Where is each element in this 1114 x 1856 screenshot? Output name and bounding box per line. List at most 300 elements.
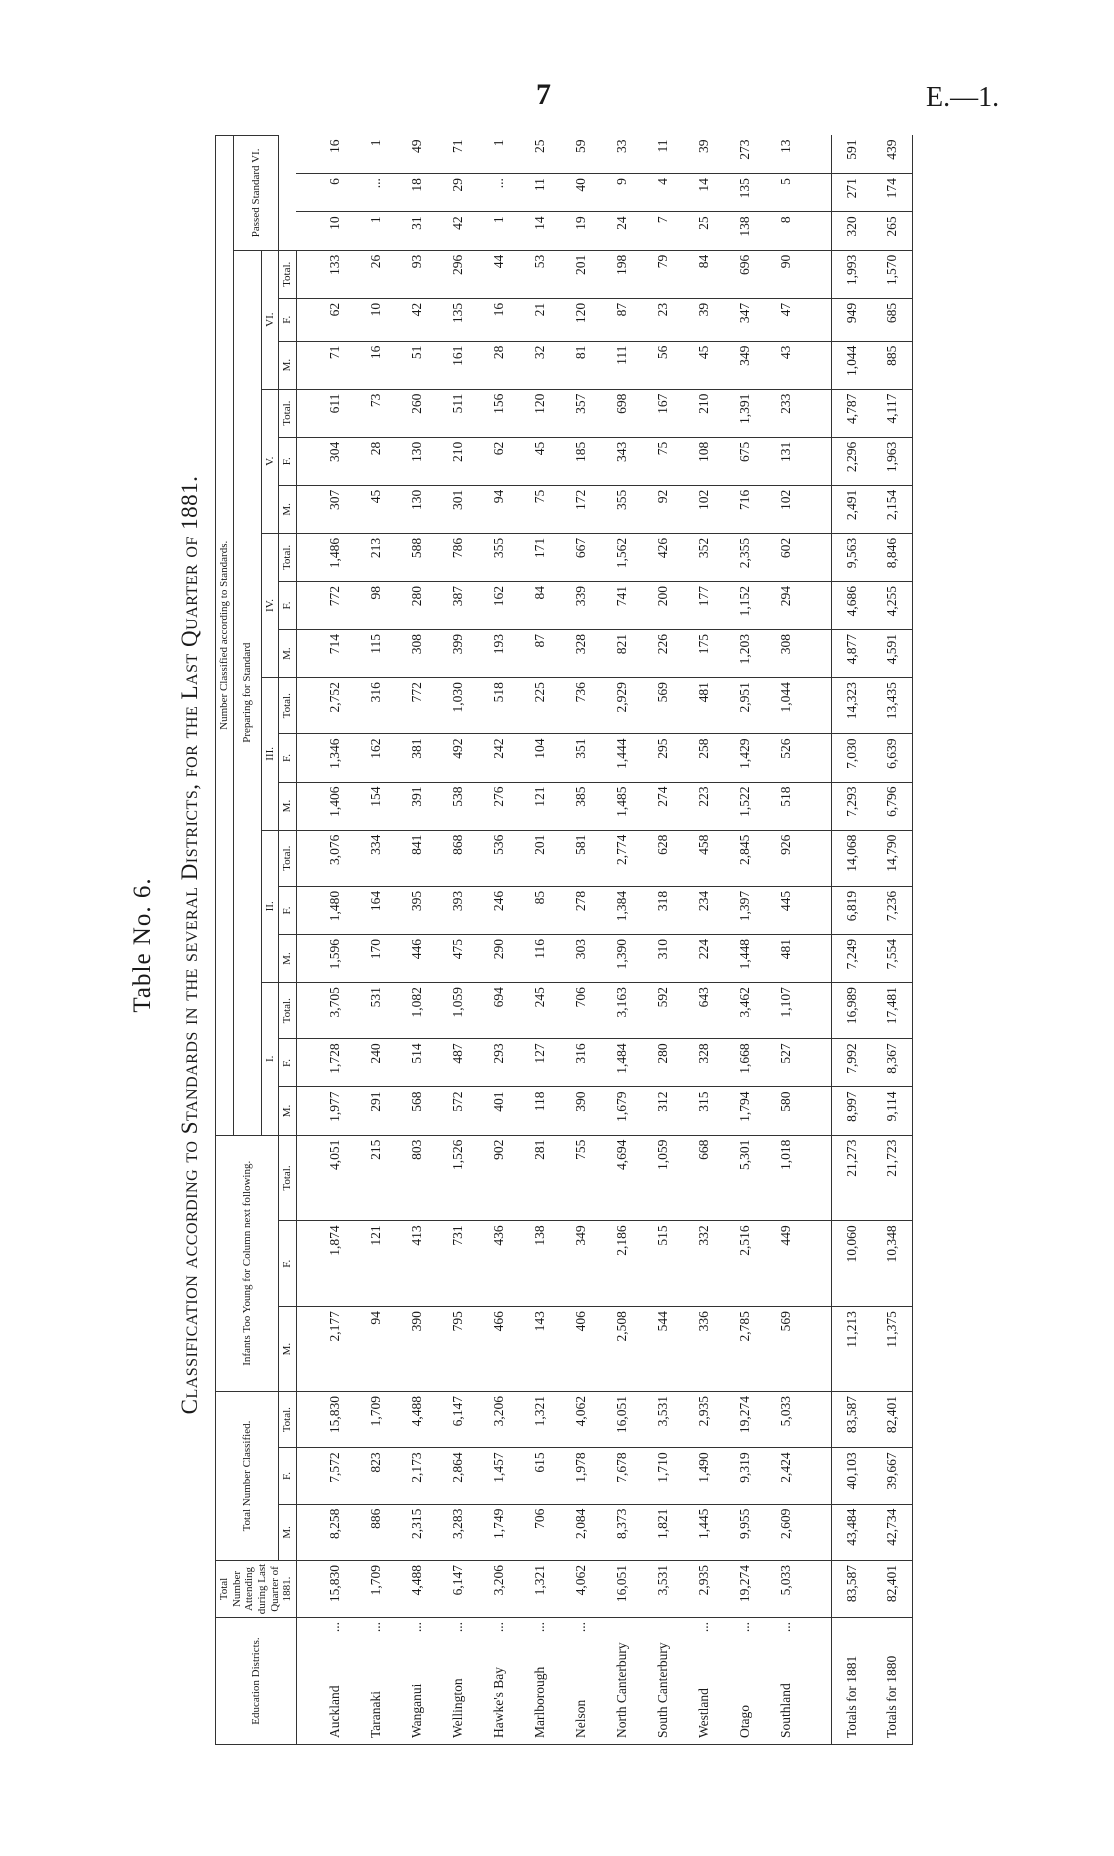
cell-p-m: 19 [561,212,602,250]
cell-att: 83,587 [831,1561,872,1618]
cell-s4-t: 213 [356,533,397,581]
cell-p-t: 49 [397,136,438,174]
cell-s6-m: 81 [561,341,602,389]
rotated-table-block [115,125,985,1745]
page-number: 7 [536,78,551,111]
cell-s2-m: 475 [438,935,479,983]
cell-s3-f: 526 [766,734,807,782]
cell-s4-m: 4,877 [831,630,872,678]
cell-inf-f: 731 [438,1221,479,1307]
cell-s5-f: 210 [438,437,479,485]
cell-s1-m: 291 [356,1087,397,1135]
cell-s1-f: 514 [397,1039,438,1087]
cell-s6-m: 32 [520,341,561,389]
district-cell [602,1618,643,1745]
leader-dots: ... [491,1622,507,1633]
cell-s1-m: 580 [766,1087,807,1135]
cell-tc-f: 1,710 [643,1448,684,1504]
cell-tc-t: 4,062 [561,1392,602,1448]
table-row [643,136,684,1745]
cell-tc-f: 2,424 [766,1448,807,1504]
cell-s3-f: 1,444 [602,734,643,782]
cell-s2-t: 536 [479,830,520,886]
cell-s5-m: 45 [356,485,397,533]
cell-s1-t: 3,462 [725,983,766,1039]
cell-inf-f: 2,186 [602,1221,643,1307]
cell-inf-f: 1,874 [296,1221,356,1307]
cell-p-f: ... [479,174,520,212]
cell-s2-f: 6,819 [831,886,872,934]
header-female: F. [279,298,297,341]
district-cell [397,1618,438,1745]
cell-s1-t: 1,059 [438,983,479,1039]
leader-dots: ... [368,1622,384,1633]
spacer-cell [807,678,832,734]
cell-s1-t: 694 [479,983,520,1039]
cell-inf-t: 1,059 [643,1135,684,1221]
cell-s6-t: 696 [725,250,766,298]
cell-s5-m: 716 [725,485,766,533]
cell-att: 15,830 [296,1561,356,1618]
cell-s2-m: 481 [766,935,807,983]
cell-s4-t: 8,846 [872,533,913,581]
cell-s3-f: 295 [643,734,684,782]
cell-att: 2,935 [684,1561,725,1618]
cell-s1-t: 16,989 [831,983,872,1039]
classification-table [215,135,913,1745]
cell-tc-f: 39,667 [872,1448,913,1504]
cell-p-m: 42 [438,212,479,250]
cell-s2-t: 458 [684,830,725,886]
cell-s1-f: 1,668 [725,1039,766,1087]
cell-s5-f: 304 [296,437,356,485]
cell-inf-f: 515 [643,1221,684,1307]
cell-p-f: ... [356,174,397,212]
cell-p-f: 135 [725,174,766,212]
spacer-cell [807,1135,832,1221]
cell-s2-t: 841 [397,830,438,886]
header-preparing-for-standard: Preparing for Standard [233,250,261,1135]
cell-s2-m: 303 [561,935,602,983]
cell-s1-f: 1,728 [296,1039,356,1087]
cell-s4-m: 821 [602,630,643,678]
cell-inf-t: 215 [356,1135,397,1221]
cell-s3-t: 2,951 [725,678,766,734]
district-cell [561,1618,602,1745]
cell-s5-f: 28 [356,437,397,485]
table-row [725,136,766,1745]
district-cell [479,1618,520,1745]
cell-s6-m: 56 [643,341,684,389]
cell-p-t: 591 [831,136,872,174]
header-female: F. [279,886,297,934]
cell-s1-t: 17,481 [872,983,913,1039]
cell-s4-f: 280 [397,581,438,629]
cell-s5-f: 131 [766,437,807,485]
cell-s3-t: 1,044 [766,678,807,734]
cell-s2-m: 116 [520,935,561,983]
header-male: M. [279,1307,297,1392]
leader-dots: ... [696,1622,712,1633]
cell-s2-t: 3,076 [296,830,356,886]
table-row [766,136,807,1745]
cell-inf-t: 21,273 [831,1135,872,1221]
district-name: Hawke's Bay [491,1666,507,1738]
header-female: F. [279,1448,297,1504]
cell-s6-m: 51 [397,341,438,389]
district-name: Taranaki [368,1690,384,1738]
cell-s4-f: 294 [766,581,807,629]
cell-s2-t: 334 [356,830,397,886]
spacer-cell [807,174,832,212]
cell-att: 19,274 [725,1561,766,1618]
cell-inf-t: 5,301 [725,1135,766,1221]
cell-s2-t: 868 [438,830,479,886]
cell-s4-m: 193 [479,630,520,678]
cell-inf-m: 466 [479,1307,520,1392]
cell-s5-f: 108 [684,437,725,485]
spacer-cell [807,935,832,983]
cell-s4-f: 177 [684,581,725,629]
cell-s2-m: 446 [397,935,438,983]
district-name: Totals for 1880 [883,1655,899,1738]
cell-s2-t: 581 [561,830,602,886]
cell-s4-m: 226 [643,630,684,678]
cell-s4-m: 714 [296,630,356,678]
cell-tc-m: 3,283 [438,1504,479,1560]
cell-inf-m: 2,785 [725,1307,766,1392]
cell-s3-m: 276 [479,782,520,830]
cell-s4-t: 352 [684,533,725,581]
cell-s4-f: 772 [296,581,356,629]
cell-inf-m: 795 [438,1307,479,1392]
cell-s5-t: 698 [602,389,643,437]
cell-inf-m: 2,177 [296,1307,356,1392]
cell-inf-m: 569 [766,1307,807,1392]
cell-s1-f: 527 [766,1039,807,1087]
cell-p-f: 174 [872,174,913,212]
leader-dots: ... [327,1622,343,1633]
spacer-cell [807,341,832,389]
cell-s6-f: 47 [766,298,807,341]
cell-s1-f: 487 [438,1039,479,1087]
cell-p-m: 25 [684,212,725,250]
cell-s3-m: 7,293 [831,782,872,830]
header-total-attending: Total Number Attending during Last Quarter of 1881. [216,1561,297,1618]
cell-tc-f: 2,864 [438,1448,479,1504]
cell-s6-m: 1,044 [831,341,872,389]
cell-p-m: 24 [602,212,643,250]
cell-s5-m: 94 [479,485,520,533]
cell-s6-m: 71 [296,341,356,389]
cell-s6-t: 296 [438,250,479,298]
cell-s2-t: 14,790 [872,830,913,886]
cell-tc-f: 615 [520,1448,561,1504]
spacer-cell [807,389,832,437]
district-cell [872,1618,913,1745]
cell-s5-m: 2,491 [831,485,872,533]
cell-s6-t: 44 [479,250,520,298]
district-cell [296,1618,356,1745]
cell-s1-f: 127 [520,1039,561,1087]
cell-s6-t: 79 [643,250,684,298]
cell-s6-f: 135 [438,298,479,341]
cell-inf-t: 668 [684,1135,725,1221]
cell-inf-f: 10,060 [831,1221,872,1307]
cell-s4-m: 175 [684,630,725,678]
cell-tc-t: 3,531 [643,1392,684,1448]
cell-s6-t: 93 [397,250,438,298]
header-mft-row [279,136,297,1745]
cell-s4-f: 4,686 [831,581,872,629]
cell-s4-m: 1,203 [725,630,766,678]
cell-s3-f: 492 [438,734,479,782]
cell-s4-m: 115 [356,630,397,678]
cell-inf-m: 2,508 [602,1307,643,1392]
cell-s2-t: 2,774 [602,830,643,886]
cell-s1-t: 3,705 [296,983,356,1039]
header-total: Total. [279,830,297,886]
cell-s1-m: 390 [561,1087,602,1135]
cell-s3-m: 121 [520,782,561,830]
table-caption: Classification according to Standards in the several Districts, for the Last Quarter of 1881. [177,475,202,1415]
spacer-cell [807,1392,832,1448]
cell-s2-m: 1,448 [725,935,766,983]
cell-s6-m: 111 [602,341,643,389]
cell-s1-t: 706 [561,983,602,1039]
cell-s2-m: 224 [684,935,725,983]
cell-s6-m: 45 [684,341,725,389]
cell-s3-f: 1,346 [296,734,356,782]
cell-inf-f: 413 [397,1221,438,1307]
header-male: M. [279,630,297,678]
cell-s3-m: 1,406 [296,782,356,830]
cell-s1-m: 315 [684,1087,725,1135]
table-title: Table No. 6. [129,877,156,1013]
header-total-classified: Total Number Classified. [216,1392,279,1561]
cell-p-t: 11 [643,136,684,174]
cell-s5-f: 1,963 [872,437,913,485]
spacer-cell [807,782,832,830]
cell-tc-m: 1,445 [684,1504,725,1560]
cell-s1-f: 1,484 [602,1039,643,1087]
cell-s3-t: 518 [479,678,520,734]
cell-att: 16,051 [602,1561,643,1618]
cell-p-m: 14 [520,212,561,250]
cell-s5-t: 233 [766,389,807,437]
cell-s5-m: 2,154 [872,485,913,533]
header-total: Total. [279,389,297,437]
cell-att: 1,709 [356,1561,397,1618]
cell-s5-f: 45 [520,437,561,485]
header-male: M. [279,1504,297,1560]
cell-p-t: 1 [479,136,520,174]
cell-p-f: 18 [397,174,438,212]
district-name: South Canterbury [655,1642,671,1738]
cell-p-f: 11 [520,174,561,212]
cell-s1-t: 592 [643,983,684,1039]
cell-s5-m: 130 [397,485,438,533]
table-row [684,136,725,1745]
cell-s6-f: 685 [872,298,913,341]
header-standard-i: I. [261,983,279,1135]
leader-dots: ... [409,1622,425,1633]
cell-tc-f: 40,103 [831,1448,872,1504]
header-total: Total. [279,1135,297,1221]
cell-s6-t: 198 [602,250,643,298]
cell-s5-t: 611 [296,389,356,437]
header-total: Total. [279,678,297,734]
cell-s1-f: 240 [356,1039,397,1087]
cell-s4-f: 4,255 [872,581,913,629]
leader-dots: ... [450,1622,466,1633]
cell-s1-m: 9,114 [872,1087,913,1135]
cell-tc-m: 43,484 [831,1504,872,1560]
cell-tc-m: 2,315 [397,1504,438,1560]
header-female: F. [279,437,297,485]
district-cell [766,1618,807,1745]
cell-s3-f: 258 [684,734,725,782]
cell-s6-m: 349 [725,341,766,389]
cell-s3-t: 736 [561,678,602,734]
cell-p-m: 1 [356,212,397,250]
spacer-cell [807,298,832,341]
cell-s3-t: 481 [684,678,725,734]
cell-p-t: 439 [872,136,913,174]
cell-inf-t: 4,694 [602,1135,643,1221]
spacer-cell [807,830,832,886]
cell-s3-t: 1,030 [438,678,479,734]
spacer-cell [807,1087,832,1135]
cell-s4-m: 308 [766,630,807,678]
cell-s4-f: 162 [479,581,520,629]
cell-s3-f: 104 [520,734,561,782]
district-name: Nelson [573,1699,589,1738]
district-name: Wanganui [409,1683,425,1738]
cell-p-t: 71 [438,136,479,174]
header-standard-vi: VI. [261,250,279,389]
cell-s5-m: 102 [766,485,807,533]
cell-s4-m: 399 [438,630,479,678]
district-cell [356,1618,397,1745]
cell-s5-m: 355 [602,485,643,533]
cell-s4-m: 328 [561,630,602,678]
cell-s1-m: 401 [479,1087,520,1135]
cell-s6-t: 90 [766,250,807,298]
cell-p-m: 138 [725,212,766,250]
cell-s4-t: 1,562 [602,533,643,581]
cell-tc-f: 1,457 [479,1448,520,1504]
cell-s2-m: 170 [356,935,397,983]
district-name: Westland [696,1688,712,1738]
cell-s4-f: 98 [356,581,397,629]
cell-s3-t: 14,323 [831,678,872,734]
cell-s5-f: 75 [643,437,684,485]
header-total: Total. [279,983,297,1039]
cell-inf-t: 4,051 [296,1135,356,1221]
cell-tc-f: 1,490 [684,1448,725,1504]
cell-s2-f: 234 [684,886,725,934]
cell-s6-t: 84 [684,250,725,298]
spacer-cell [807,1504,832,1560]
cell-s2-t: 14,068 [831,830,872,886]
header-total: Total. [279,1392,297,1448]
cell-inf-f: 436 [479,1221,520,1307]
cell-s2-f: 1,397 [725,886,766,934]
cell-tc-m: 886 [356,1504,397,1560]
spacer-cell [807,212,832,250]
header-male: M. [279,935,297,983]
header-female: F. [279,581,297,629]
cell-tc-m: 42,734 [872,1504,913,1560]
cell-s2-f: 164 [356,886,397,934]
cell-tc-m: 8,373 [602,1504,643,1560]
cell-att: 4,062 [561,1561,602,1618]
cell-s4-m: 308 [397,630,438,678]
cell-s5-t: 167 [643,389,684,437]
leader-dots: ... [573,1622,589,1633]
cell-p-t: 25 [520,136,561,174]
cell-att: 1,321 [520,1561,561,1618]
cell-s1-t: 1,107 [766,983,807,1039]
cell-inf-f: 2,516 [725,1221,766,1307]
district-name: Marlborough [532,1666,548,1738]
spacer-cell [807,1307,832,1392]
cell-s5-t: 210 [684,389,725,437]
cell-s3-m: 223 [684,782,725,830]
cell-att: 3,206 [479,1561,520,1618]
cell-s1-m: 1,977 [296,1087,356,1135]
cell-s4-t: 355 [479,533,520,581]
cell-s5-t: 120 [520,389,561,437]
cell-tc-t: 4,488 [397,1392,438,1448]
header-female: F. [279,1039,297,1087]
cell-s1-f: 316 [561,1039,602,1087]
district-name: North Canterbury [614,1642,630,1738]
cell-tc-t: 6,147 [438,1392,479,1448]
cell-s5-m: 301 [438,485,479,533]
header-standard-ii: II. [261,830,279,982]
header-male: M. [279,341,297,389]
cell-s6-m: 161 [438,341,479,389]
cell-inf-m: 336 [684,1307,725,1392]
cell-s5-t: 260 [397,389,438,437]
cell-s2-m: 7,249 [831,935,872,983]
cell-inf-t: 1,526 [438,1135,479,1221]
cell-tc-t: 82,401 [872,1392,913,1448]
cell-s6-f: 347 [725,298,766,341]
cell-s3-f: 1,429 [725,734,766,782]
cell-s3-t: 569 [643,678,684,734]
spacer-cell [807,485,832,533]
cell-s1-f: 293 [479,1039,520,1087]
cell-s3-t: 772 [397,678,438,734]
leader-dots: ... [737,1622,753,1633]
cell-inf-f: 449 [766,1221,807,1307]
cell-inf-m: 390 [397,1307,438,1392]
cell-s1-m: 1,794 [725,1087,766,1135]
cell-s2-t: 2,845 [725,830,766,886]
cell-s6-f: 16 [479,298,520,341]
district-name: Auckland [327,1685,343,1738]
cell-s3-t: 225 [520,678,561,734]
district-cell [520,1618,561,1745]
cell-s3-t: 13,435 [872,678,913,734]
cell-s4-t: 786 [438,533,479,581]
cell-att: 6,147 [438,1561,479,1618]
cell-s2-f: 445 [766,886,807,934]
header-female: F. [279,1221,297,1307]
